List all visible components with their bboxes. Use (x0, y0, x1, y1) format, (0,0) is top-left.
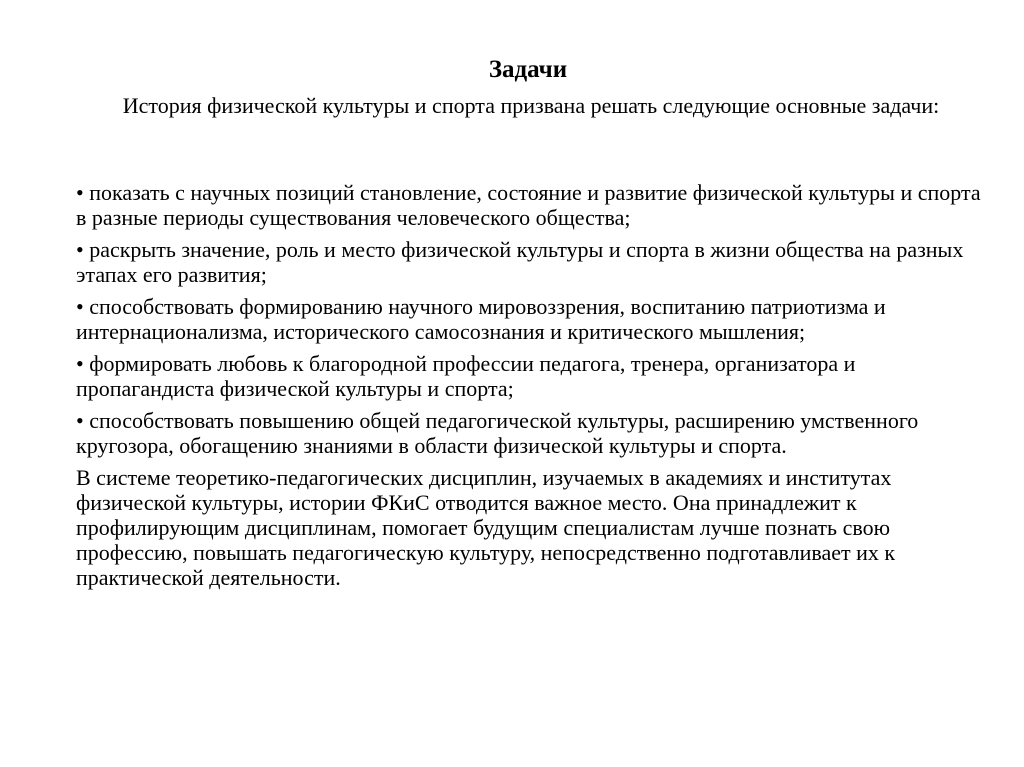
list-item-text: способствовать повышению общей педагогической культуры, расширению умственного кругозора, обогащению знаниями в области физической культуры и спорта. (76, 408, 919, 458)
slide-body (76, 180, 986, 590)
list-item (76, 237, 986, 287)
list-item (76, 408, 986, 458)
bullet-marker: • (76, 180, 84, 205)
intro-paragraph: История физической культуры и спорта призвана решать следующие основные задачи: (122, 93, 940, 118)
list-item-text: способствовать формированию научного мировоззрения, воспитанию патриотизма и интернационализма, исторического самосознания и критического мышления; (76, 294, 886, 344)
list-item (76, 351, 986, 401)
list-item (76, 294, 986, 344)
bullet-marker: • (76, 294, 84, 319)
list-item (76, 180, 986, 230)
bullet-marker: • (76, 351, 84, 376)
bullet-marker: • (76, 237, 84, 262)
slide-title: Задачи (488, 56, 568, 83)
list-item-text: показать с научных позиций становление, состояние и развитие физической культуры и спорта в разные периоды существования человеческого общества; (76, 180, 981, 230)
list-item-text: раскрыть значение, роль и место физической культуры и спорта в жизни общества на разных этапах его развития; (76, 237, 964, 287)
conclusion-paragraph: В системе теоретико-педагогических дисциплин, изучаемых в академиях и институтах физической культуры, истории ФКиС отводится важное место. Она принадлежит к профилирующим дисциплинам, помогает будущим специалистам лучше познать свою профессию, повышать педагогическую культуру, непосредственно подготавливает их к практической деятельности. (76, 465, 896, 590)
bullet-marker: • (76, 408, 84, 433)
list-item-text: формировать любовь к благородной профессии педагога, тренера, организатора и пропагандиста физической культуры и спорта; (76, 351, 856, 401)
